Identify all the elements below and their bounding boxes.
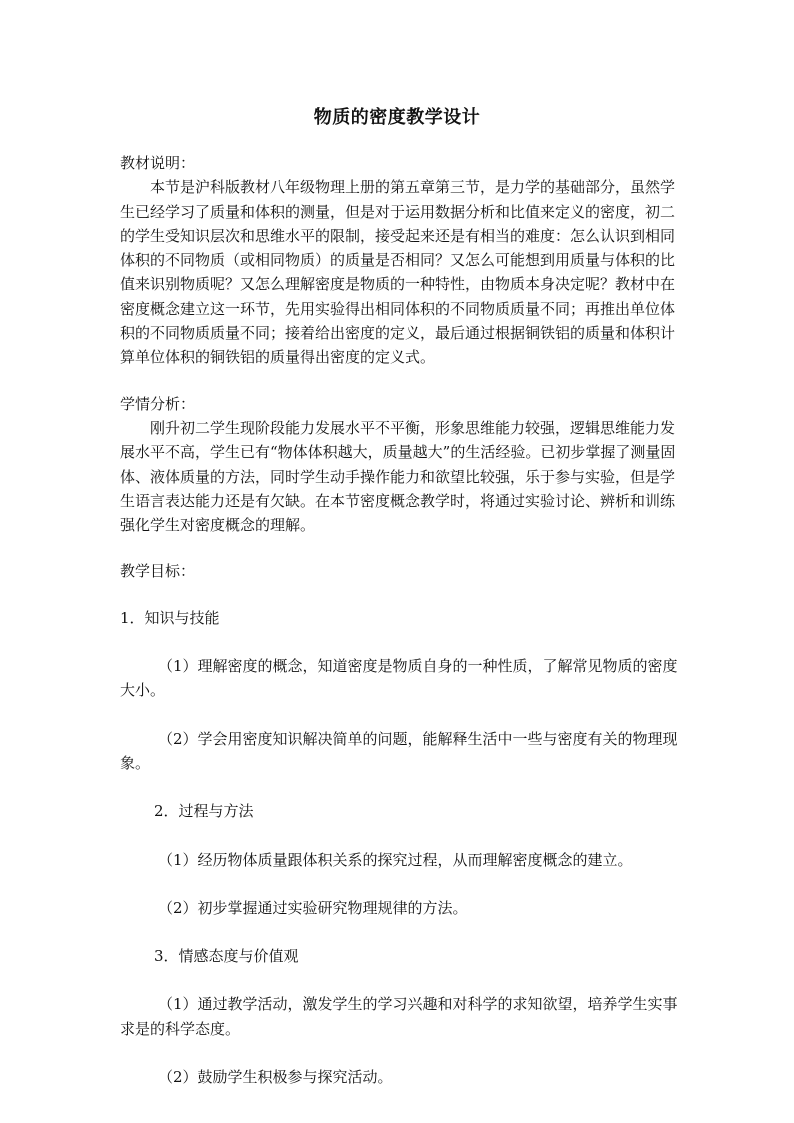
document-body <box>120 151 678 1089</box>
process-item-1: （1）经历物体质量跟体积关系的探究过程，从而理解密度概念的建立。 <box>158 850 633 869</box>
attitude-item-2: （2）鼓励学生积极参与探究活动。 <box>158 1068 393 1087</box>
knowledge-item-1: （1）理解密度的概念，知道密度是物质自身的一种性质，了解常见物质的密度大小。 <box>120 657 678 700</box>
students-paragraph: 刚升初二学生现阶段能力发展水平不平衡，形象思维能力较强，逻辑思维能力发展水平不高，学生已有“物体体积越大，质量越大”的生活经验。已初步掌握了测量固体、液体质量的方法，同时学生动手操作能力和欲望比较强，乐于参与实验，但是学生语言表达能力还是有欠缺。在本节密度概念教学时，将通过实验讨论、辨析和训练强化学生对密度概念的理解。 <box>120 418 676 535</box>
attitude-item-1: （1）通过教学活动，激发学生的学习兴趣和对科学的求知欲望，培养学生实事求是的科学态度。 <box>120 995 678 1038</box>
process-item-2: （2）初步掌握通过实验研究物理规律的方法。 <box>158 898 468 917</box>
process-heading: 2．过程与方法 <box>154 802 254 821</box>
goals-label: 教学目标： <box>120 562 196 581</box>
attitude-heading: 3．情感态度与价值观 <box>154 947 299 966</box>
textbook-paragraph: 本节是沪科版教材八年级物理上册的第五章第三节，是力学的基础部分，虽然学生已经学习了质量和体积的测量，但是对于运用数据分析和比值来定义的密度，初二的学生受知识层次和思维水平的限制，接受起来还是有相当的难度：怎么认识到相同体积的不同物质（或相同物质）的质量是否相同？又怎么可能想到用质量与体积的比值来识别物质呢？又怎么理解密度是物质的一种特性，由物质本身决定呢？教材中在密度概念建立这一环节，先用实验得出相同体积的不同物质质量不同；再推出单位体积的不同物质质量不同；接着给出密度的定义，最后通过根据铜铁铝的质量和体积计算单位体积的铜铁铝的质量得出密度的定义式。 <box>120 178 676 367</box>
document-title: 物质的密度教学设计 <box>313 107 481 128</box>
textbook-label: 教材说明： <box>120 154 196 172</box>
students-label: 学情分析： <box>120 394 196 413</box>
knowledge-item-2: （2）学会用密度知识解决简单的问题，能解释生活中一些与密度有关的物理现象。 <box>120 729 678 772</box>
knowledge-heading: 1．知识与技能 <box>120 608 220 627</box>
